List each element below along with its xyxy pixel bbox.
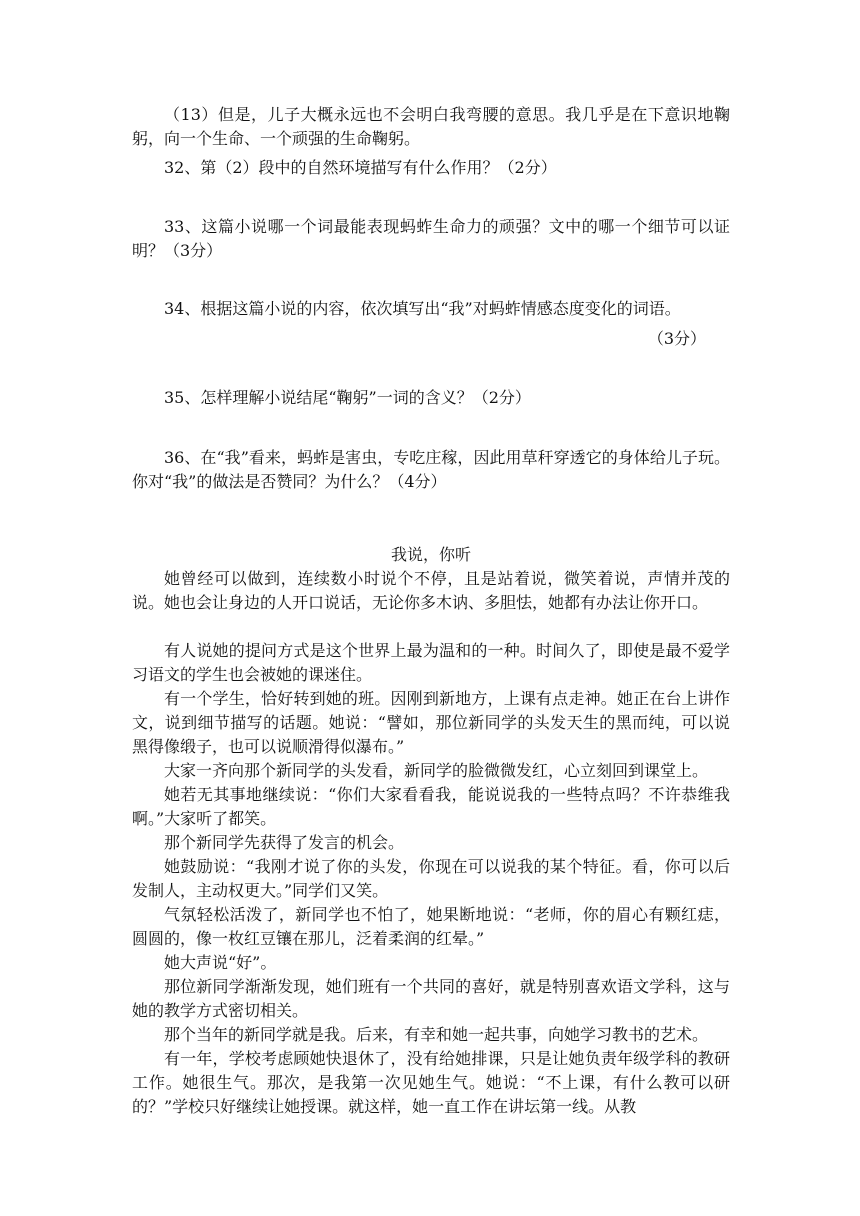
article-paragraph: 大家一齐向那个新同学的头发看，新同学的脸微微发红，心立刻回到课堂上。 [164, 761, 709, 780]
paragraph-13: （13）但是，儿子大概永远也不会明白我弯腰的意思。我几乎是在下意识地鞠躬，向一个生命、一个顽强的生命鞠躬。 [132, 105, 730, 148]
question-33: 33、这篇小说哪一个词最能表现蚂蚱生命力的顽强？文中的哪一个细节可以证明？（3分） [132, 217, 730, 260]
article-paragraph: 那位新同学渐渐发现，她们班有一个共同的喜好，就是特别喜欢语文学科，这与她的教学方式密切相关。 [132, 977, 730, 1020]
question-36: 36、在“我”看来，蚂蚱是害虫，专吃庄稼，因此用草秆穿透它的身体给儿子玩。你对“我”的做法是否赞同？为什么？（4分） [132, 448, 730, 491]
question-35: 35、怎样理解小说结尾“鞠躬”一词的含义？（2分） [164, 388, 531, 407]
article-paragraph: 有一个学生，恰好转到她的班。因刚到新地方，上课有点走神。她正在台上讲作文，说到细节描写的话题。她说：“譬如，那位新同学的头发天生的黑而纯，可以说黑得像缎子，也可以说顺滑得似瀑布。” [132, 689, 730, 756]
article-paragraph: 那个新同学先获得了发言的机会。 [164, 833, 405, 852]
question-34: 34、根据这篇小说的内容，依次填写出“我”对蚂蚱情感态度变化的词语。 [164, 299, 681, 318]
article-title: 我说，你听 [390, 545, 471, 564]
article-paragraph: 有人说她的提问方式是这个世界上最为温和的一种。时间久了，即使是最不爱学习语文的学生也会被她的课迷住。 [132, 641, 730, 684]
article-paragraph: 她若无其事地继续说：“你们大家看看我，能说说我的一些特点吗？不许恭维我啊。”大家听了都笑。 [132, 785, 730, 828]
article-paragraph: 气氛轻松活泼了，新同学也不怕了，她果断地说：“老师，你的眉心有颗红痣，圆圆的，像一枚红豆镶在那儿，泛着柔润的红晕。” [132, 905, 730, 948]
article-paragraph: 有一年，学校考虑顾她快退休了，没有给她排课，只是让她负责年级学科的教研工作。她很生气。那次，是我第一次见她生气。她说：“不上课，有什么教可以研的？”学校只好继续让她授课。就这样，她一直工作在讲坛第一线。从教 [132, 1049, 730, 1116]
article-paragraph: 她曾经可以做到，连续数小时说个不停，且是站着说，微笑着说，声情并茂的说。她也会让身边的人开口说话，无论你多木讷、多胆怯，她都有办法让你开口。 [132, 569, 730, 612]
article-paragraph: 她大声说“好”。 [164, 953, 277, 972]
question-34-score: （3分） [647, 329, 706, 348]
article-paragraph: 那个当年的新同学就是我。后来，有幸和她一起共事，向她学习教书的艺术。 [164, 1025, 709, 1044]
question-32: 32、第（2）段中的自然环境描写有什么作用？（2分） [164, 158, 557, 177]
article-paragraph: 她鼓励说：“我刚才说了你的头发，你现在可以说我的某个特征。看，你可以后发制人，主动权更大。”同学们又笑。 [132, 857, 730, 900]
